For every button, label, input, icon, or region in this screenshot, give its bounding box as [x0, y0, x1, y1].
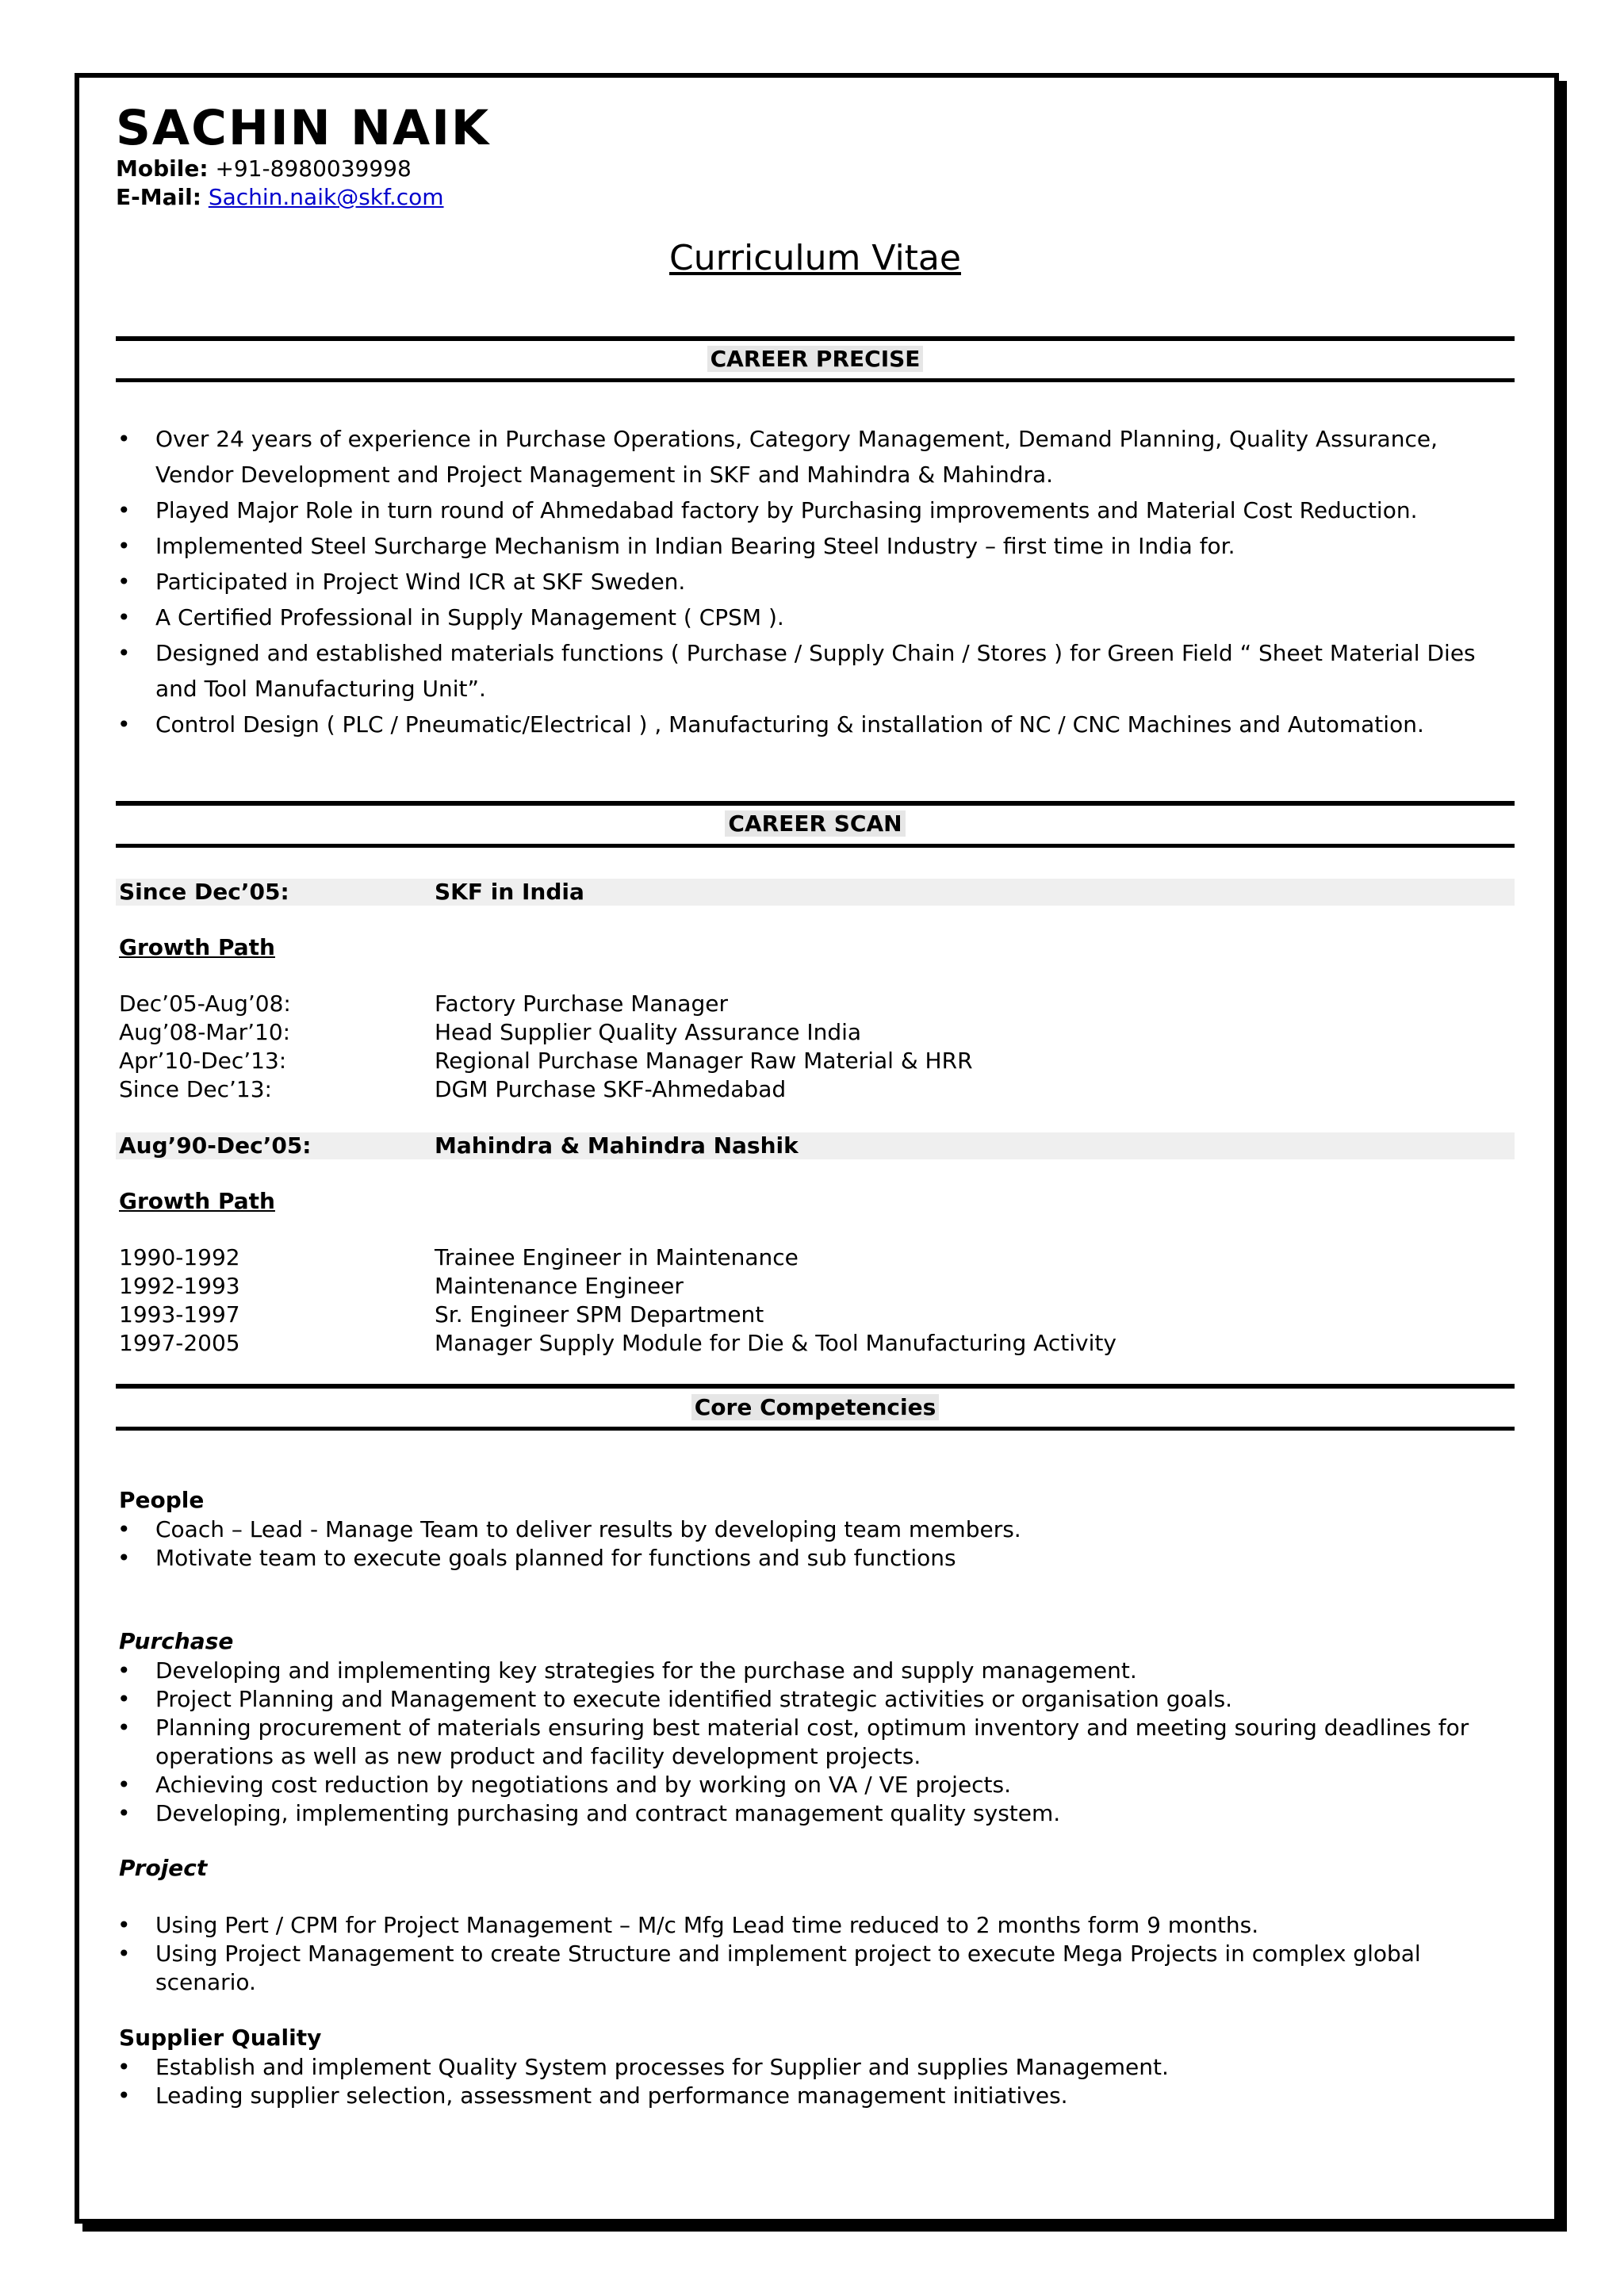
- career-precise-heading: CAREER PRECISE: [116, 346, 1515, 372]
- list-item: • Motivate team to execute goals planned for functions and sub functions: [116, 1544, 1515, 1573]
- employer-period: Aug’90-Dec’05:: [119, 1132, 312, 1159]
- list-item: • Designed and established materials functions ( Purchase / Supply Chain / Stores ) for Green Field “ Sheet Material Dies and Tool Manufacturing Unit”.: [116, 635, 1515, 707]
- career-precise-list: [116, 421, 1515, 742]
- employer-row-skf: [116, 879, 1515, 906]
- employer-period: Since Dec’05:: [119, 879, 289, 905]
- list-item: • Played Major Role in turn round of Ahmedabad factory by Purchasing improvements and Material Cost Reduction.: [116, 492, 1515, 528]
- email-line: [116, 184, 444, 210]
- employer-company: SKF in India: [435, 879, 584, 905]
- list-item: • A Certified Professional in Supply Management ( CPSM ).: [116, 600, 1515, 635]
- career-scan-heading: CAREER SCAN: [116, 810, 1515, 837]
- section-rule: [116, 378, 1515, 382]
- list-item: • Using Project Management to create Structure and implement project to execute Mega Projects in complex global scenario.: [116, 1940, 1515, 1997]
- list-item: • Developing, implementing purchasing and contract management quality system.: [116, 1799, 1515, 1828]
- competency-supplier-quality-title: Supplier Quality: [119, 2025, 322, 2051]
- list-item: • Leading supplier selection, assessment and performance management initiatives.: [116, 2082, 1515, 2110]
- mobile-value: +91-8980039998: [215, 155, 412, 182]
- email-label: E-Mail:: [116, 184, 201, 210]
- employer-row-mahindra: [116, 1132, 1515, 1159]
- core-competencies-heading: Core Competencies: [116, 1394, 1515, 1420]
- mobile-label: Mobile:: [116, 155, 209, 182]
- list-item: • Over 24 years of experience in Purchase Operations, Category Management, Demand Planning, Quality Assurance, Vendor Development and Project Management in SKF and Mahindra & Mahindra.: [116, 421, 1515, 492]
- list-item: • Using Pert / CPM for Project Management – M/c Mfg Lead time reduced to 2 months form 9 months.: [116, 1911, 1515, 1940]
- list-item: • Participated in Project Wind ICR at SKF Sweden.: [116, 564, 1515, 600]
- list-item: • Coach – Lead - Manage Team to deliver results by developing team members.: [116, 1515, 1515, 1544]
- section-rule: [116, 844, 1515, 848]
- list-item: • Planning procurement of materials ensuring best material cost, optimum inventory and meeting souring deadlines for operations as well as new product and facility development projects.: [116, 1714, 1515, 1771]
- competency-purchase-list: [116, 1657, 1515, 1828]
- competency-supplier-quality-list: [116, 2053, 1515, 2110]
- list-item: • Developing and implementing key strategies for the purchase and supply management.: [116, 1657, 1515, 1685]
- section-rule: [116, 1384, 1515, 1389]
- competency-project-list: [116, 1911, 1515, 1997]
- employer-company: Mahindra & Mahindra Nashik: [435, 1132, 799, 1159]
- candidate-name: SACHIN NAIK: [116, 100, 491, 156]
- mobile-line: [116, 155, 412, 182]
- list-item: • Achieving cost reduction by negotiations and by working on VA / VE projects.: [116, 1771, 1515, 1799]
- document-title: Curriculum Vitae: [669, 238, 961, 278]
- growth-path-label: Growth Path: [119, 934, 275, 960]
- list-item: • Control Design ( PLC / Pneumatic/Electrical ) , Manufacturing & installation of NC / CNC Machines and Automation.: [116, 707, 1515, 742]
- list-item: • Implemented Steel Surcharge Mechanism in Indian Bearing Steel Industry – first time in India for.: [116, 528, 1515, 564]
- section-rule: [116, 801, 1515, 806]
- competency-people-list: [116, 1515, 1515, 1573]
- competency-purchase-title: Purchase: [119, 1628, 234, 1654]
- list-item: • Establish and implement Quality System processes for Supplier and supplies Management.: [116, 2053, 1515, 2082]
- competency-project-title: Project: [119, 1855, 208, 1881]
- email-link[interactable]: Sachin.naik@skf.com: [208, 184, 444, 210]
- list-item: • Project Planning and Management to execute identified strategic activities or organisation goals.: [116, 1685, 1515, 1714]
- section-rule: [116, 1427, 1515, 1431]
- competency-people-title: People: [119, 1487, 205, 1513]
- growth-path-label: Growth Path: [119, 1188, 275, 1214]
- section-rule: [116, 336, 1515, 341]
